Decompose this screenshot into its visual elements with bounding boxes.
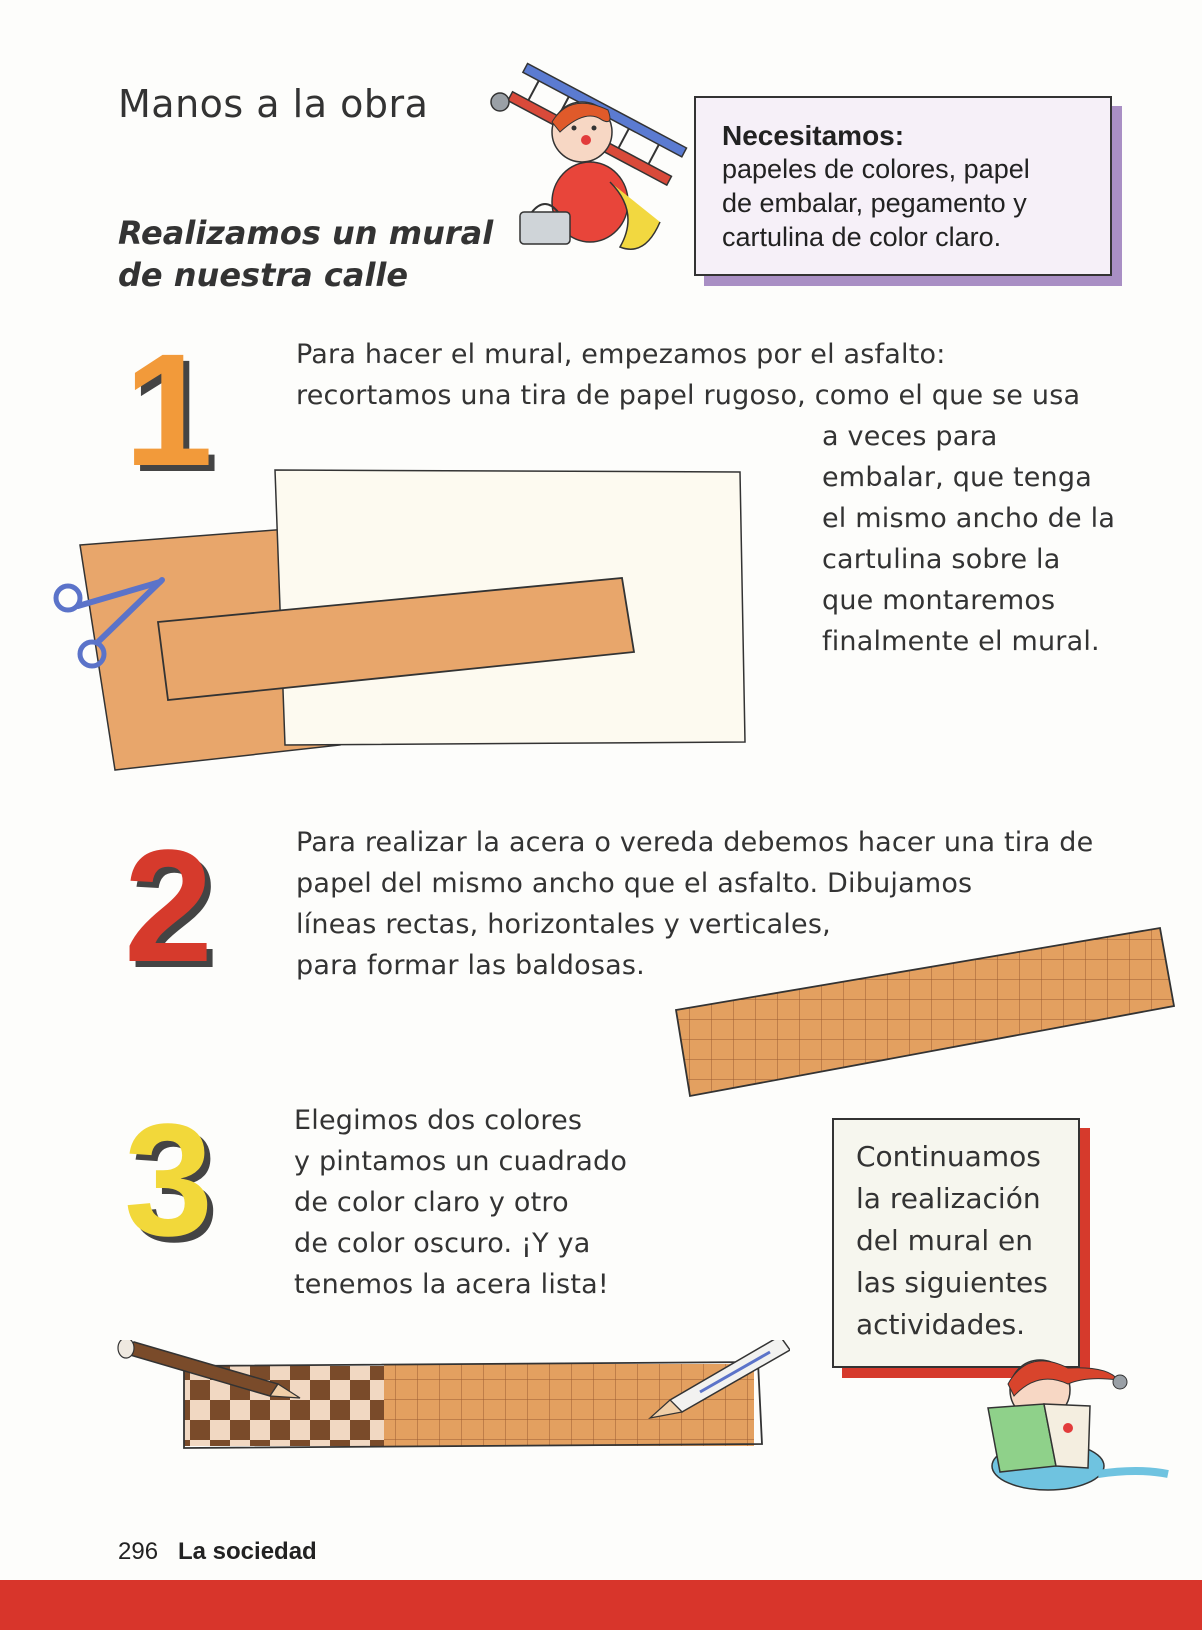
step-1-line: recortamos una tira de papel rugoso, como el que se usa: [296, 380, 1081, 411]
step-1-text: [296, 334, 1116, 416]
checkered-sidewalk-illustration: [110, 1340, 790, 1470]
continue-note-line: del mural en: [856, 1224, 1034, 1257]
page-number: 296: [118, 1538, 159, 1565]
continue-note-line: actividades.: [856, 1308, 1026, 1341]
step-1-line: a veces para: [822, 421, 998, 452]
step-1-line: embalar, que tenga: [822, 462, 1092, 493]
tiled-sidewalk-strip-illustration: [668, 920, 1188, 1110]
character-reading-illustration: [968, 1348, 1178, 1500]
step-3-text: [294, 1100, 674, 1305]
step-1-line: finalmente el mural.: [822, 626, 1100, 657]
section-title: La sociedad: [178, 1538, 317, 1565]
step-1-line: que montaremos: [822, 585, 1056, 616]
step-1-line: cartulina sobre la: [822, 544, 1061, 575]
continue-note-line: Continuamos: [856, 1140, 1041, 1173]
step-2-line: líneas rectas, horizontales y verticales,: [296, 909, 831, 940]
step-2-line: papel del mismo ancho que el asfalto. Dibujamos: [296, 868, 973, 899]
step-3-line: de color oscuro. ¡Y ya: [294, 1228, 591, 1259]
materials-box: [694, 96, 1112, 276]
step-3-line: tenemos la acera lista!: [294, 1269, 609, 1300]
materials-line: cartulina de color claro.: [722, 222, 1002, 252]
materials-line: papeles de colores, papel: [722, 154, 1030, 184]
activity-title: [118, 212, 493, 296]
activity-title-line: Realizamos un mural: [118, 214, 494, 252]
continue-note-line: la realización: [856, 1182, 1041, 1215]
page-heading: Manos a la obra: [118, 82, 429, 126]
step-number-2: 2: [124, 816, 213, 995]
character-with-ladder-illustration: [490, 62, 700, 262]
step-3-line: y pintamos un cuadrado: [294, 1146, 628, 1177]
step-3-line: Elegimos dos colores: [294, 1105, 583, 1136]
step-number-1: 1: [124, 320, 213, 499]
step-number-3: 3: [124, 1090, 213, 1269]
activity-title-line: de nuestra calle: [118, 256, 409, 294]
step-2-line: para formar las baldosas.: [296, 950, 645, 981]
step-2-line: Para realizar la acera o vereda debemos hacer una tira de: [296, 827, 1094, 858]
continue-note-box: [832, 1118, 1080, 1368]
step-1-text-continued: [822, 416, 1152, 662]
step-1-line: Para hacer el mural, empezamos por el asfalto:: [296, 339, 946, 370]
continue-note-line: las siguientes: [856, 1266, 1048, 1299]
paper-cutting-illustration: [40, 460, 760, 780]
materials-title: Necesitamos:: [722, 120, 905, 151]
materials-line: de embalar, pegamento y: [722, 188, 1027, 218]
step-3-line: de color claro y otro: [294, 1187, 569, 1218]
step-1-line: el mismo ancho de la: [822, 503, 1116, 534]
footer-color-bar: [0, 1580, 1202, 1630]
